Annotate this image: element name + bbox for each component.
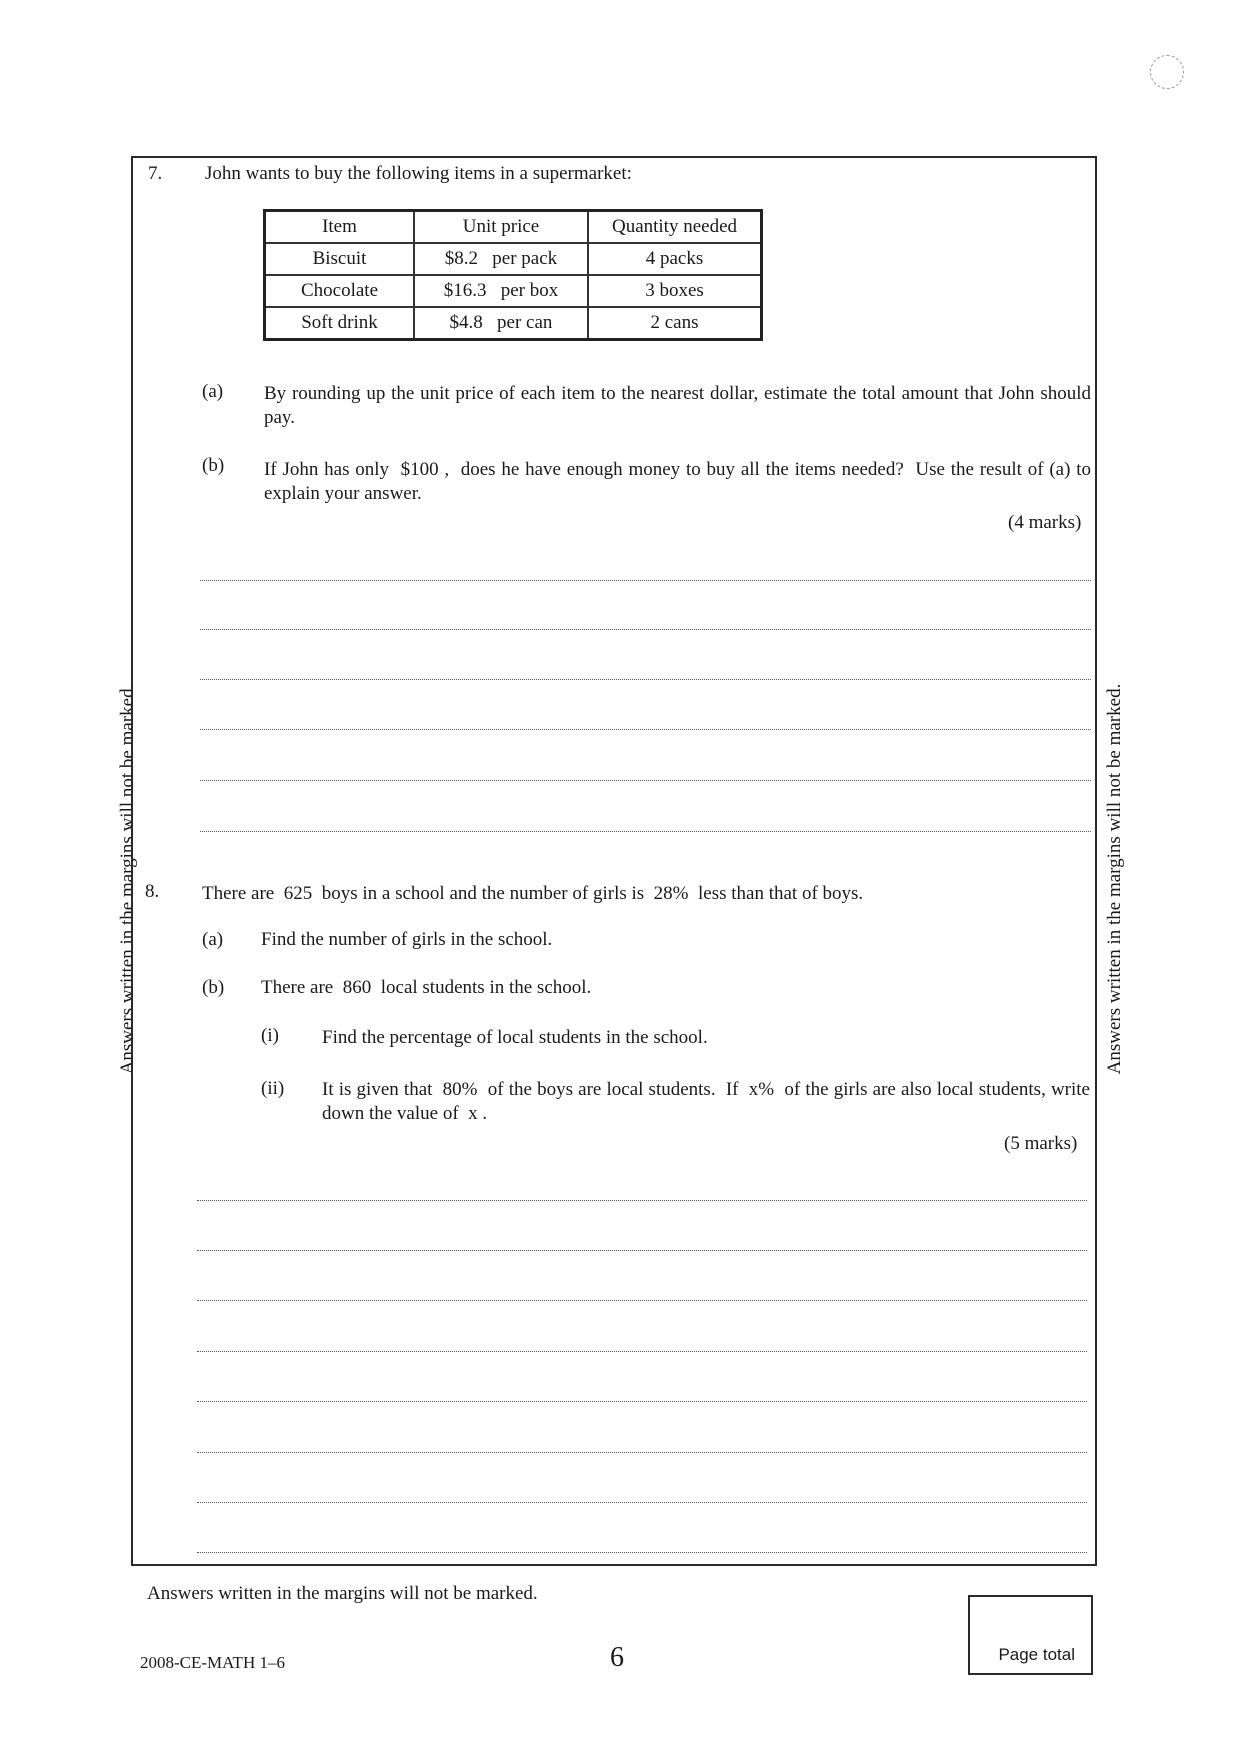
table-cell: 3 boxes xyxy=(588,275,762,307)
page-total-box[interactable] xyxy=(968,1595,1093,1675)
answer-line[interactable] xyxy=(200,629,1091,630)
q8-b-label: (b) xyxy=(202,977,225,998)
q8-marks: (5 marks) xyxy=(1004,1133,1078,1154)
q7-number: 7. xyxy=(148,163,163,184)
q7-stem: John wants to buy the following items in a supermarket: xyxy=(205,163,632,184)
answer-frame xyxy=(131,156,1097,1566)
paper-code: 2008-CE-MATH 1–6 xyxy=(140,1653,285,1672)
answer-line[interactable] xyxy=(197,1200,1087,1201)
table-header-quantity: Quantity needed xyxy=(588,211,762,244)
q8-bi-label: (i) xyxy=(261,1025,279,1046)
answer-line[interactable] xyxy=(197,1401,1087,1402)
q8-bii-text: It is given that 80% of the boys are local students. If x% of the girls are also local students, write down the value of x . xyxy=(322,1079,1095,1124)
q7-marks: (4 marks) xyxy=(1008,512,1082,533)
table-cell: $16.3 per box xyxy=(414,275,588,307)
answer-line[interactable] xyxy=(200,780,1091,781)
right-margin-note: Answers written in the margins will not be marked. xyxy=(1104,683,1125,1075)
table-header-row xyxy=(265,211,762,244)
answer-line[interactable] xyxy=(200,580,1091,581)
answer-line[interactable] xyxy=(197,1552,1087,1553)
q7-b-text: If John has only $100 , does he have enough money to buy all the items needed? Use the result of (a) to explain your answer. xyxy=(264,459,1096,504)
table-cell: Biscuit xyxy=(265,243,415,275)
left-margin-note: Answers written in the margins will not be marked. xyxy=(117,683,138,1075)
answer-line[interactable] xyxy=(200,729,1091,730)
table-cell: 2 cans xyxy=(588,307,762,340)
table-header-item: Item xyxy=(265,211,415,244)
bottom-margin-note: Answers written in the margins will not be marked. xyxy=(147,1583,538,1604)
table-row xyxy=(265,307,762,340)
q7-a-text: By rounding up the unit price of each item to the nearest dollar, estimate the total amount that John should pay. xyxy=(264,383,1091,428)
answer-line[interactable] xyxy=(197,1502,1087,1503)
table-cell: 4 packs xyxy=(588,243,762,275)
q7-b-label: (b) xyxy=(202,455,225,476)
q8-b-text: There are 860 local students in the school. xyxy=(261,977,592,998)
answer-line[interactable] xyxy=(197,1351,1087,1352)
q8-number: 8. xyxy=(145,881,160,902)
answer-line[interactable] xyxy=(197,1452,1087,1453)
q8-a-label: (a) xyxy=(202,929,224,950)
answer-line[interactable] xyxy=(197,1300,1087,1301)
page-total-label: Page total xyxy=(998,1645,1075,1664)
stamp-mark xyxy=(1150,55,1184,89)
table-row xyxy=(265,243,762,275)
page-number: 6 xyxy=(610,1642,624,1673)
table-cell: $4.8 per can xyxy=(414,307,588,340)
q7-a-label: (a) xyxy=(202,381,224,402)
table-row xyxy=(265,275,762,307)
price-table xyxy=(263,209,763,341)
q8-bii-label: (ii) xyxy=(261,1078,285,1099)
answer-line[interactable] xyxy=(200,831,1091,832)
table-cell: $8.2 per pack xyxy=(414,243,588,275)
table-header-unit-price: Unit price xyxy=(414,211,588,244)
answer-line[interactable] xyxy=(197,1250,1087,1251)
q8-bi-text: Find the percentage of local students in the school. xyxy=(322,1027,708,1048)
table-cell: Chocolate xyxy=(265,275,415,307)
table-cell: Soft drink xyxy=(265,307,415,340)
q8-a-text: Find the number of girls in the school. xyxy=(261,929,553,950)
answer-line[interactable] xyxy=(200,679,1091,680)
q8-stem: There are 625 boys in a school and the number of girls is 28% less than that of boys. xyxy=(202,883,864,904)
